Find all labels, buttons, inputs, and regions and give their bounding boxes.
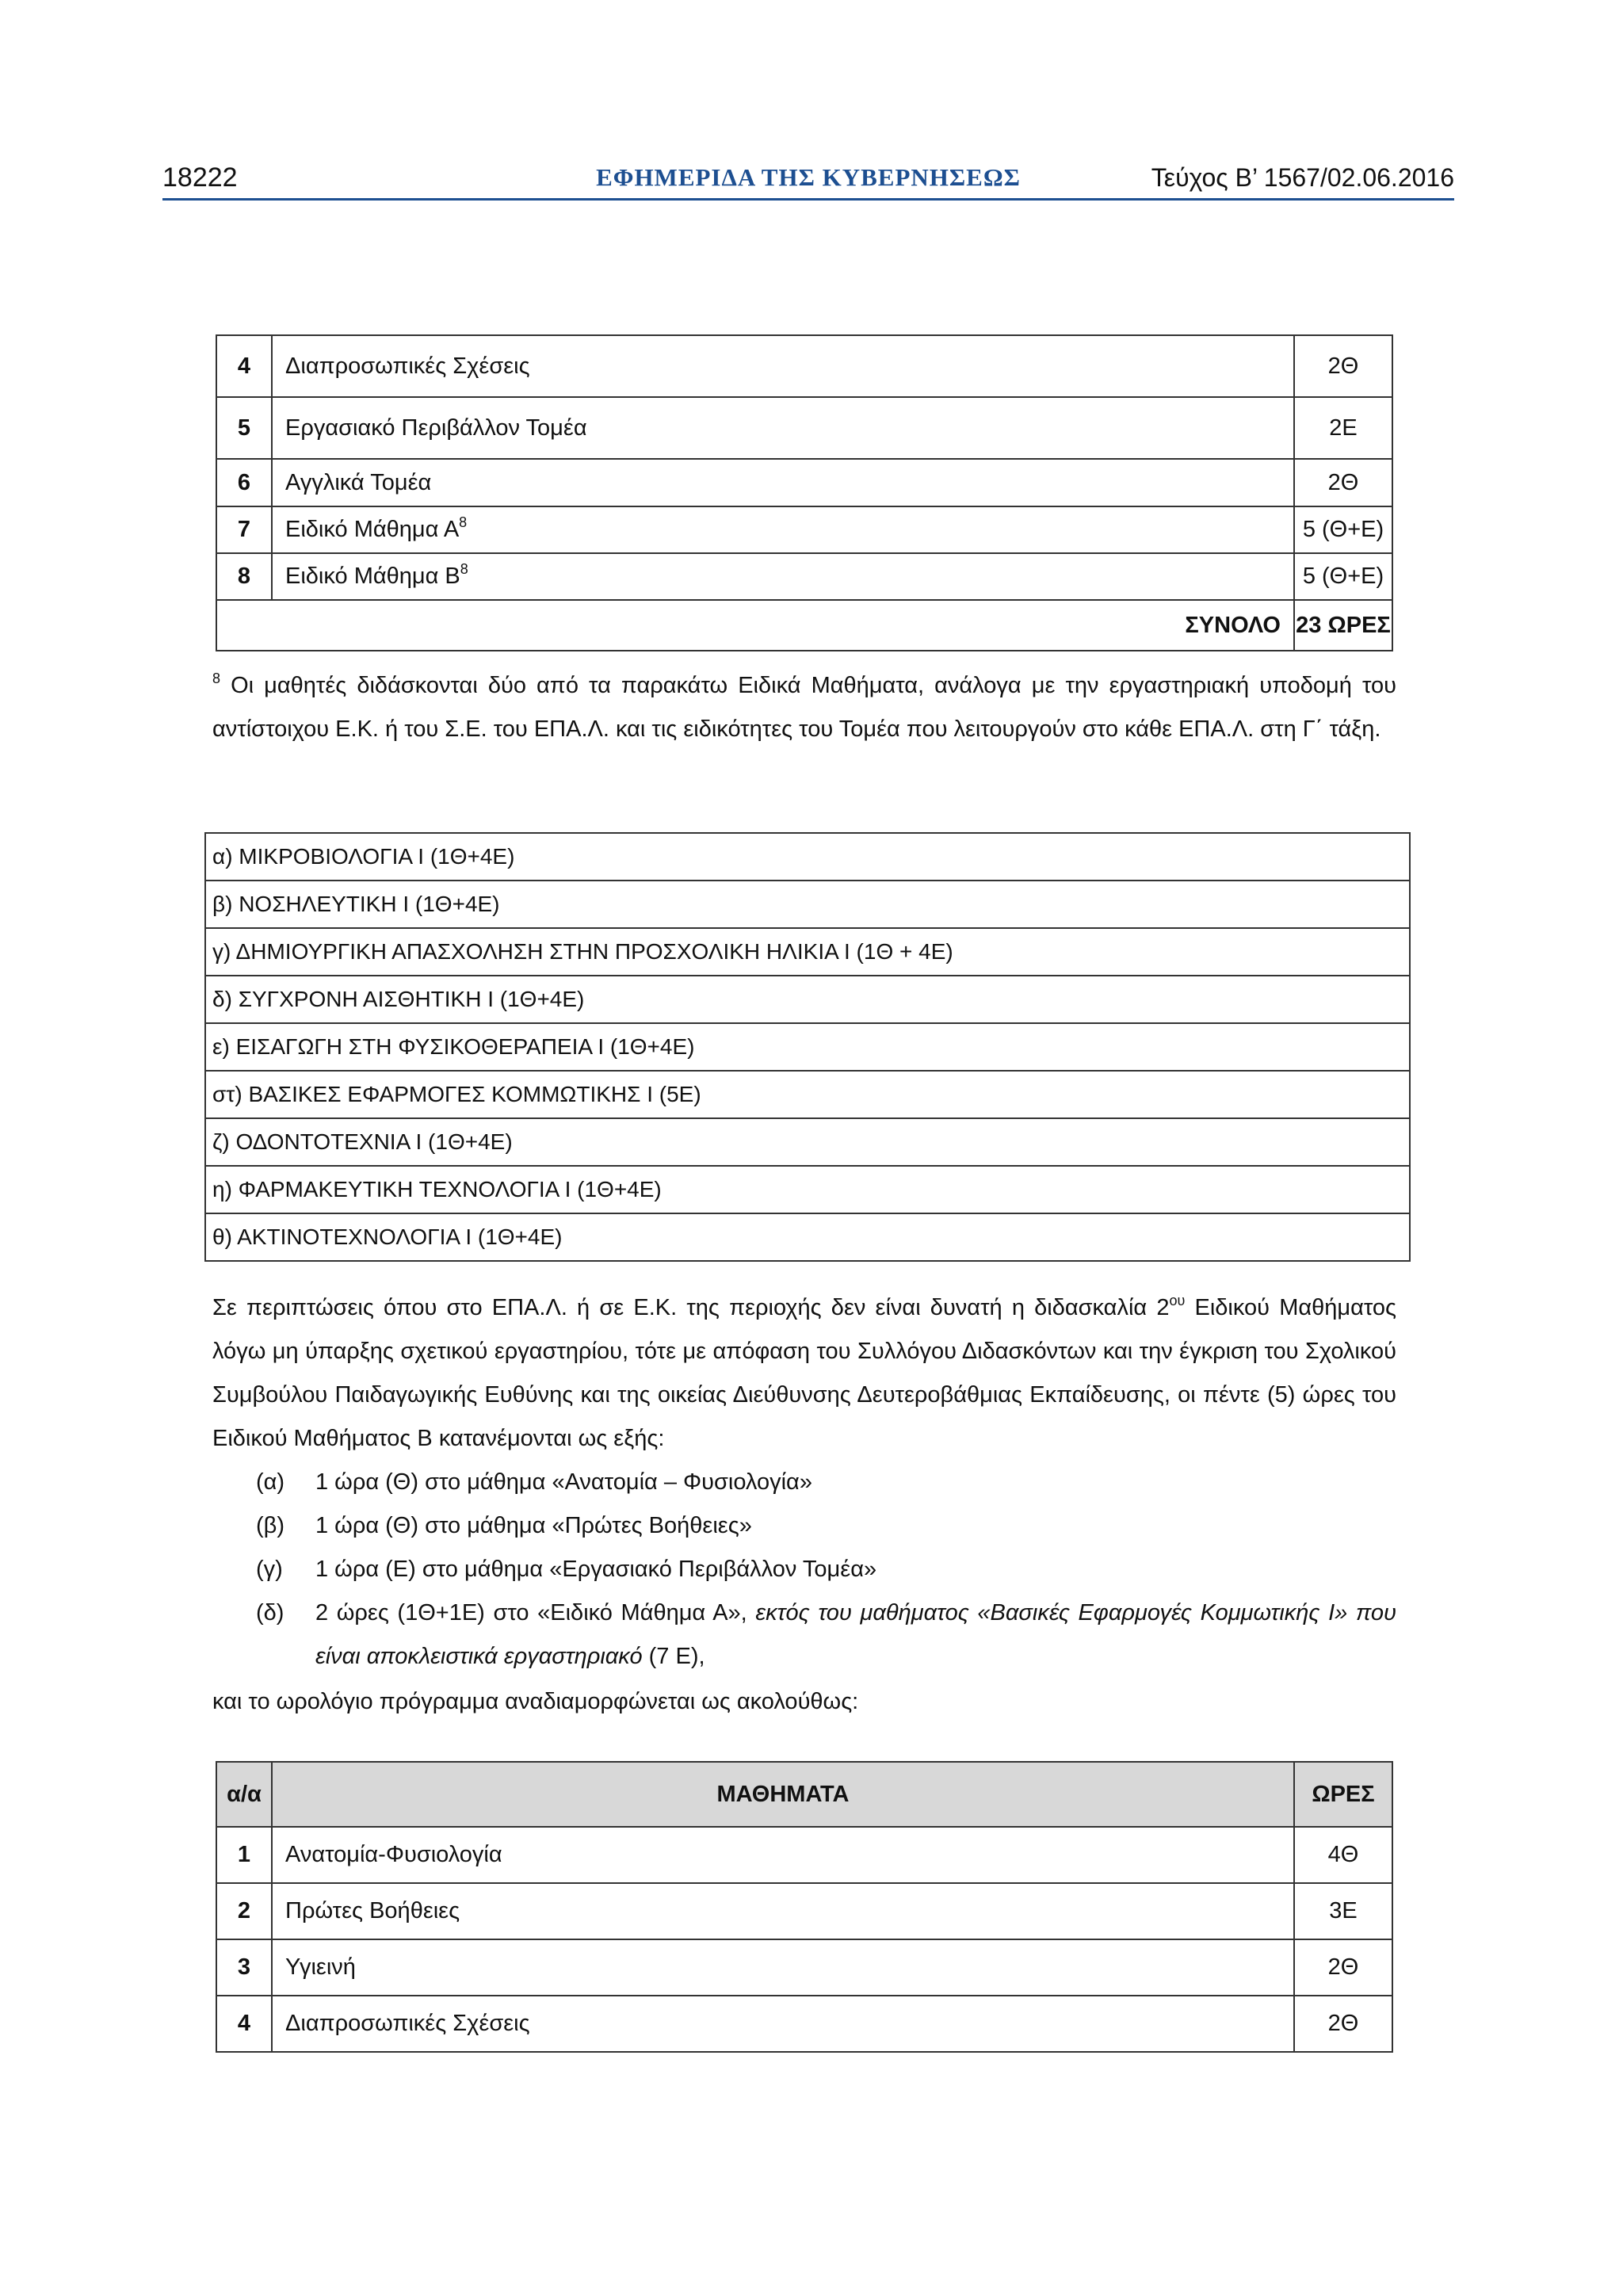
list-item <box>212 1591 1396 1679</box>
row-number: 2 <box>216 1883 272 1939</box>
hours-cell: 3Ε <box>1294 1883 1392 1939</box>
item-label: (α) <box>256 1469 285 1495</box>
page-number: 18222 <box>162 162 238 193</box>
list-item <box>212 1548 1396 1591</box>
table-row <box>216 1996 1392 2052</box>
hours-cell: 2Θ <box>1294 459 1392 506</box>
list-item <box>205 881 1410 928</box>
special-subject: θ) ΑΚΤΙΝΟΤΕΧΝΟΛΟΓΙΑ Ι (1Θ+4Ε) <box>205 1213 1410 1261</box>
allocation-list <box>212 1461 1396 1679</box>
special-subject: στ) ΒΑΣΙΚΕΣ ΕΦΑΡΜΟΓΕΣ ΚΟΜΜΩΤΙΚΗΣ Ι (5Ε) <box>205 1071 1410 1118</box>
list-item <box>205 1166 1410 1213</box>
item-text <box>315 1591 1396 1679</box>
hours-cell: 4Θ <box>1294 1827 1392 1883</box>
subject-cell: Πρώτες Βοήθειες <box>272 1883 1294 1939</box>
list-item <box>212 1461 1396 1504</box>
row-number: 4 <box>216 1996 272 2052</box>
special-subjects-table <box>204 832 1411 1262</box>
hours-cell: 2Θ <box>1294 1996 1392 2052</box>
subject-cell: Διαπροσωπικές Σχέσεις <box>272 335 1294 397</box>
subject-cell: Διαπροσωπικές Σχέσεις <box>272 1996 1294 2052</box>
row-number: 4 <box>216 335 272 397</box>
row-number: 1 <box>216 1827 272 1883</box>
list-item <box>205 1071 1410 1118</box>
table-row <box>216 1939 1392 1996</box>
subject-text: Ειδικό Μάθημα Β <box>285 563 460 589</box>
header-rule <box>162 198 1454 201</box>
page-header <box>162 159 1454 197</box>
item-text-tail: (7 Ε), <box>642 1644 705 1669</box>
table-row <box>216 506 1392 553</box>
row-number: 8 <box>216 553 272 600</box>
header-hours: ΩΡΕΣ <box>1294 1762 1392 1827</box>
item-text: 1 ώρα (Ε) στο μάθημα «Εργασιακό Περιβάλλον Τομέα» <box>315 1557 877 1582</box>
item-text-main: 2 ώρες (1Θ+1Ε) στο «Ειδικό Μάθημα Α», <box>315 1600 747 1626</box>
list-item <box>205 1023 1410 1071</box>
revised-schedule-table <box>216 1761 1393 2053</box>
hours-cell: 5 (Θ+Ε) <box>1294 506 1392 553</box>
footnote-body: Οι μαθητές διδάσκονται δύο από τα παρακάτω Ειδικά Μαθήματα, ανάλογα με την εργαστηριακή υποδομή του αντίστοιχου Ε.Κ. ή του Σ.Ε. του ΕΠΑ.Λ. και τις ειδικότητες του Τομέα που λειτουργούν στο κάθε ΕΠΑ.Λ. στη Γ΄ τάξη. <box>212 673 1396 742</box>
row-number: 5 <box>216 397 272 459</box>
special-subject: ζ) ΟΔΟΝΤΟΤΕΧΝΙΑ Ι (1Θ+4Ε) <box>205 1118 1410 1166</box>
special-subject: α) ΜΙΚΡΟΒΙΟΛΟΓΙΑ Ι (1Θ+4Ε) <box>205 833 1410 881</box>
list-item <box>212 1504 1396 1548</box>
header-subjects: ΜΑΘΗΜΑΤΑ <box>272 1762 1294 1827</box>
subject-cell <box>272 553 1294 600</box>
list-item <box>205 1118 1410 1166</box>
footnote-ref: 8 <box>460 561 468 577</box>
item-label: (δ) <box>256 1600 285 1626</box>
hours-cell: 2Ε <box>1294 397 1392 459</box>
item-text-italic: εκτός του μαθήματος «Βασικές Εφαρμογές Κομμωτικής Ι» που είναι αποκλειστικά εργαστηριακό <box>315 1600 1396 1669</box>
list-item <box>205 833 1410 881</box>
table-row <box>216 553 1392 600</box>
footnote-ref: 8 <box>459 514 468 530</box>
row-number: 6 <box>216 459 272 506</box>
subject-cell: Ανατομία-Φυσιολογία <box>272 1827 1294 1883</box>
table-header-row <box>216 1762 1392 1827</box>
total-label: ΣΥΝΟΛΟ <box>216 600 1294 651</box>
subject-text: Ειδικό Μάθημα Α <box>285 517 460 542</box>
schedule-table-continued <box>216 334 1393 651</box>
special-subject: η) ΦΑΡΜΑΚΕΥΤΙΚΗ ΤΕΧΝΟΛΟΓΙΑ Ι (1Θ+4Ε) <box>205 1166 1410 1213</box>
body-paragraph <box>212 1286 1396 1461</box>
special-subject: β) ΝΟΣΗΛΕΥΤΙΚΗ Ι (1Θ+4Ε) <box>205 881 1410 928</box>
list-item <box>205 1213 1410 1261</box>
item-label: (γ) <box>256 1557 283 1582</box>
footnote-text <box>212 664 1396 751</box>
total-value: 23 ΩΡΕΣ <box>1294 600 1392 651</box>
list-item <box>205 976 1410 1023</box>
total-row <box>216 600 1392 651</box>
paragraph-text-cont: Ειδικού Μαθήματος λόγω μη ύπαρξης σχετικού εργαστηρίου, τότε με απόφαση του Συλλόγου Διδασκόντων και την έγκριση του Σχολικού Συμβούλου Παιδαγωγικής Ευθύνης και της οικείας Διεύθυνσης Δευτεροβάθμιας Εκπαίδευσης, οι πέντε (5) ώρες του Ειδικού Μαθήματος Β κατανέμονται ως εξής: <box>212 1295 1396 1451</box>
row-number: 3 <box>216 1939 272 1996</box>
table-row <box>216 1883 1392 1939</box>
hours-cell: 2Θ <box>1294 335 1392 397</box>
table-row <box>216 459 1392 506</box>
special-subject: γ) ΔΗΜΙΟΥΡΓΙΚΗ ΑΠΑΣΧΟΛΗΣΗ ΣΤΗΝ ΠΡΟΣΧΟΛΙΚΗ ΗΛΙΚΙΑ Ι (1Θ + 4Ε) <box>205 928 1410 976</box>
subject-cell: Εργασιακό Περιβάλλον Τομέα <box>272 397 1294 459</box>
hours-cell: 5 (Θ+Ε) <box>1294 553 1392 600</box>
hours-cell: 2Θ <box>1294 1939 1392 1996</box>
list-item <box>205 928 1410 976</box>
table-row <box>216 1827 1392 1883</box>
paragraph-text: Σε περιπτώσεις όπου στο ΕΠΑ.Λ. ή σε Ε.Κ. της περιοχής δεν είναι δυνατή η διδασκαλία 2 <box>212 1295 1170 1320</box>
gazette-title: ΕΦΗΜΕΡΙΔΑ ΤΗΣ ΚΥΒΕΡΝΗΣΕΩΣ <box>596 163 1021 191</box>
item-text: 1 ώρα (Θ) στο μάθημα «Ανατομία – Φυσιολογία» <box>315 1469 812 1495</box>
item-label: (β) <box>256 1513 285 1538</box>
ordinal-suffix: ου <box>1169 1293 1186 1308</box>
header-num: α/α <box>216 1762 272 1827</box>
subject-cell: Υγιεινή <box>272 1939 1294 1996</box>
subject-cell: Αγγλικά Τομέα <box>272 459 1294 506</box>
row-number: 7 <box>216 506 272 553</box>
special-subject: ε) ΕΙΣΑΓΩΓΗ ΣΤΗ ΦΥΣΙΚΟΘΕΡΑΠΕΙΑ Ι (1Θ+4Ε) <box>205 1023 1410 1071</box>
closing-sentence: και το ωρολόγιο πρόγραμμα αναδιαμορφώνεται ως ακολούθως: <box>212 1689 859 1714</box>
subject-cell <box>272 506 1294 553</box>
issue-info: Τεύχος Β’ 1567/02.06.2016 <box>1151 163 1454 192</box>
footnote-marker: 8 <box>212 670 221 686</box>
table-row <box>216 335 1392 397</box>
special-subject: δ) ΣΥΓΧΡΟΝΗ ΑΙΣΘΗΤΙΚΗ Ι (1Θ+4Ε) <box>205 976 1410 1023</box>
table-row <box>216 397 1392 459</box>
item-text: 1 ώρα (Θ) στο μάθημα «Πρώτες Βοήθειες» <box>315 1513 752 1538</box>
